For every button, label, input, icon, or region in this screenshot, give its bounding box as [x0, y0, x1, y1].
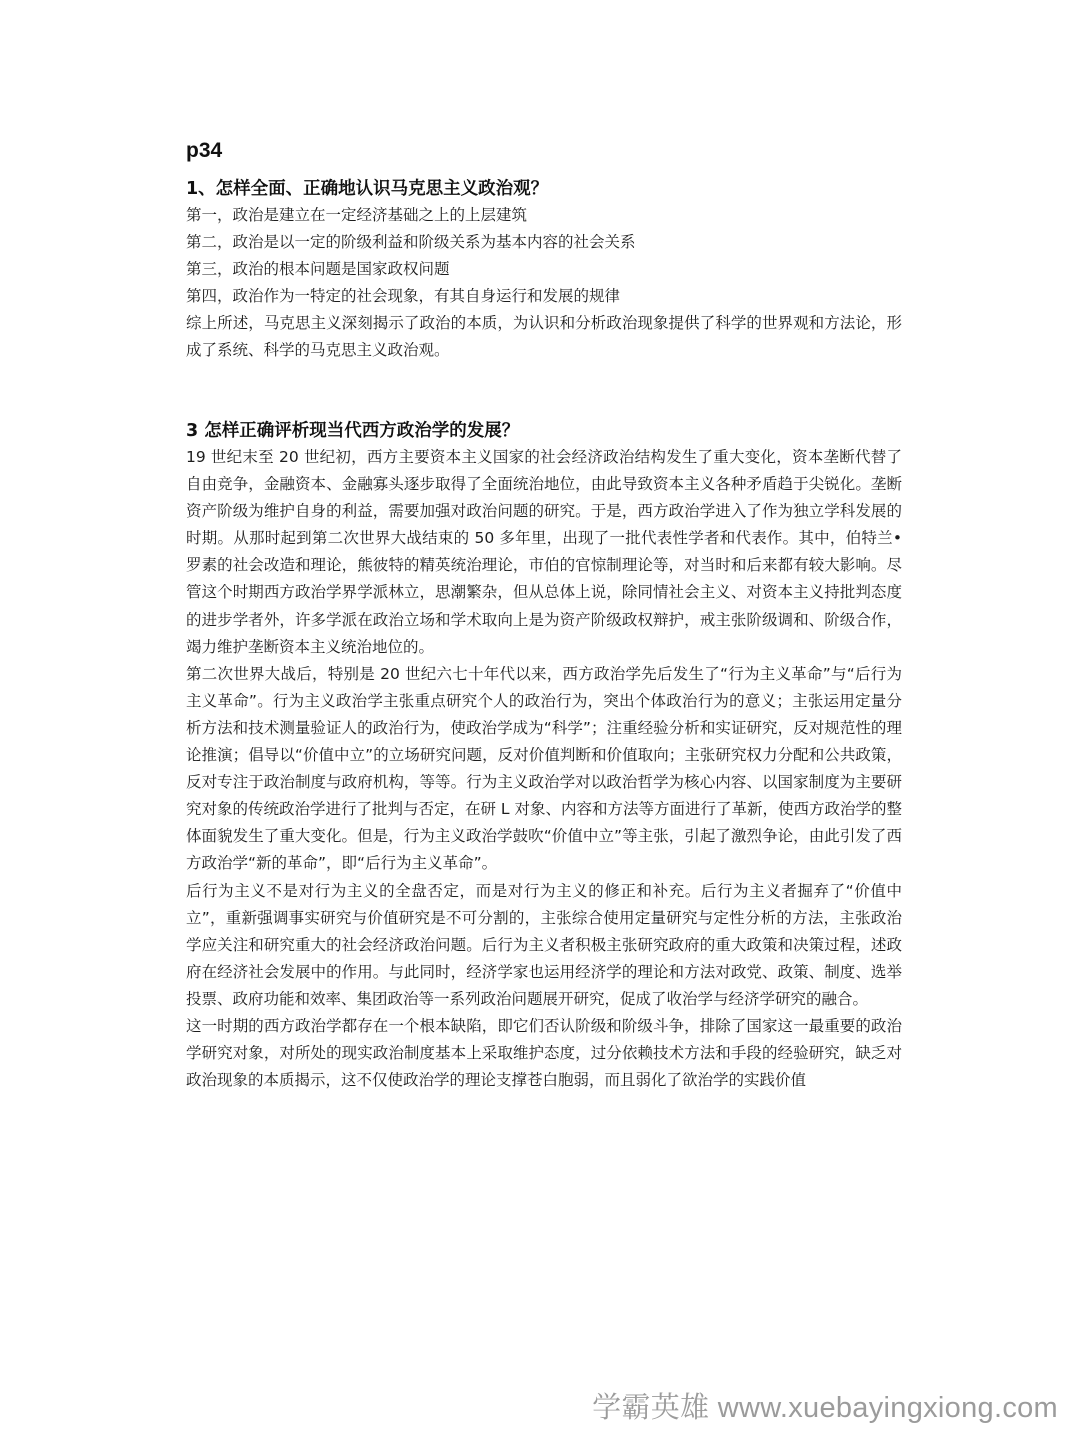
page-number-label: p34 [186, 139, 223, 162]
question-3-paragraph-3: 后行为主义不是对行为主义的全盘否定，而是对行为主义的修正和补充。后行为主义者掘弃了“价值中立”，重新强调事实研究与价值研究是不可分割的，主张综合使用定量研究与定性分析的方法，主张政治学应关注和研究重大的社会经济政治问题。后行为主义者积极主张研究政府的重大政策和决策过程，述政府在经济社会发展中的作用。与此同时，经济学家也运用经济学的理论和方法对政党、政策、制度、选举投票、政府功能和效率、集团政治等一系列政治问题展开研究，促成了收治学与经济学研究的融合。 [186, 881, 902, 1008]
question-3-paragraph-1: 19 世纪末至 20 世纪初，西方主要资本主义国家的社会经济政治结构发生了重大变化，资本垄断代替了自由竞争，金融资本、金融寡头逐步取得了全面统治地位，由此导致资本主义各种矛盾趋于尖锐化。垄断资产阶级为维护自身的利益，需要加强对政治问题的研究。于是，西方政治学进入了作为独立学科发展的时期。从那时起到第二次世界大战结束的 50 多年里，出现了一批代表性学者和代表作。其中，伯特兰•罗素的社会改造和理论，熊彼特的精英统治理论，市伯的官惊制理论等，对当时和后来都有较大影响。尽管这个时期西方政治学界学派林立，思潮繁杂，但从总体上说，除同情社会主义、对资本主义持批判态度的进步学者外，许多学派在政治立场和学术取向上是为资产阶级政权辩护，戒主张阶级调和、阶级合作，竭力维护垄断资本主义统治地位的。 [186, 448, 902, 656]
question-1-point-2: 第二，政治是以一定的阶级利益和阶级关系为基本内容的社会关系 [186, 233, 636, 252]
question-1-heading: 1、怎样全面、正确地认识马克思主义政治观？ [186, 179, 549, 199]
question-3-paragraph-4: 这一时期的西方政治学都存在一个根本缺陷，即它们否认阶级和阶级斗争，排除了国家这一最重要的政治学研究对象，对所处的现实政治制度基本上采取维护态度，过分依赖技术方法和手段的经验研究，缺乏对政治现象的本质揭示，这不仅使政治学的理论支撑苍白胞弱，而且弱化了欲治学的实践价值 [186, 1016, 902, 1090]
question-1-point-3: 第三，政治的根本问题是国家政权问题 [186, 260, 450, 279]
question-3-section [186, 418, 902, 1094]
site-watermark: 学霸英雄 www.xuebayingxiong.com [592, 1392, 1058, 1424]
question-1-point-4: 第四，政治作为一特定的社会现象，有其自身运行和发展的规律 [186, 287, 621, 306]
question-3-heading: 3 怎样正确评析现当代西方政治学的发展？ [186, 421, 520, 441]
question-1-point-1: 第一，政治是建立在一定经济基础之上的上层建筑 [186, 206, 528, 224]
question-1-section [186, 176, 902, 365]
question-3-paragraph-2: 第二次世界大战后，特别是 20 世纪六七十年代以来，西方政治学先后发生了“行为主义革命”与“后行为主义革命”。行为主义政治学主张重点研究个人的政治行为，突出个体政治行为的意义；主张运用定量分析方法和技术测量验证人的政治行为，使政治学成为“科学”；注重经验分析和实证研究，反对规范性的理论推演；倡导以“价值中立”的立场研究问题，反对价值判断和价值取向；主张研究权力分配和公共政策，反对专注于政治制度与政府机构，等等。行为主义政治学对以政治哲学为核心内容、以国家制度为主要研究对象的传统政治学进行了批判与否定，在研 L 对象、内容和方法等方面进行了革新，使西方政治学的整体面貌发生了重大变化。但是，行为主义政治学鼓吹“价值中立”等主张，引起了激烈争论，由此引发了西方政治学“新的革命”，即“后行为主义革命”。 [186, 664, 902, 873]
question-1-summary: 综上所述，马克思主义深刻揭示了政治的本质，为认识和分析政治现象提供了科学的世界观和方法论，形成了系统、科学的马克思主义政治观。 [186, 314, 902, 360]
